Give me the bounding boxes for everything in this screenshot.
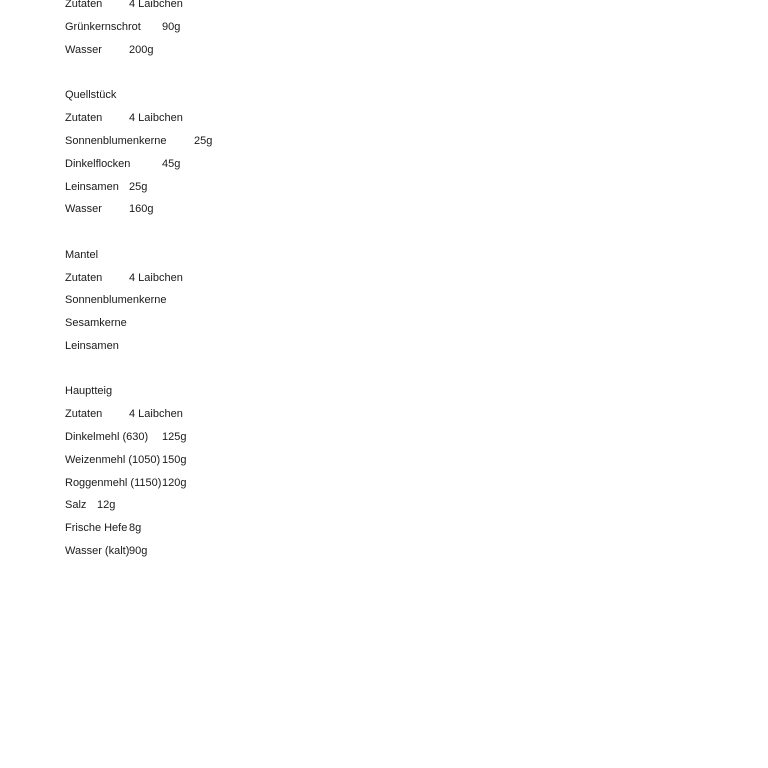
ingredient-amount: 90g: [162, 21, 181, 33]
ingredient-row: [65, 111, 183, 125]
ingredient-row: [65, 0, 183, 11]
ingredient-row: [65, 430, 187, 444]
section-title: [65, 88, 117, 102]
ingredient-row: [65, 453, 187, 467]
ingredient-row: [65, 316, 127, 330]
ingredient-row: [65, 544, 148, 558]
ingredient-row: [65, 202, 154, 216]
section-title-text: Quellstück: [65, 89, 117, 101]
ingredient-name: Zutaten: [65, 112, 103, 124]
ingredient-amount: 4 Laibchen: [129, 408, 183, 420]
ingredient-name: Zutaten: [65, 272, 103, 284]
ingredient-name: Zutaten: [65, 0, 103, 10]
ingredient-amount: 90g: [129, 545, 148, 557]
ingredient-name: Wasser: [65, 44, 102, 56]
ingredient-amount: 8g: [129, 522, 142, 534]
ingredient-amount: 150g: [162, 454, 187, 466]
ingredient-row: [65, 339, 119, 353]
ingredient-name: Salz: [65, 499, 87, 511]
ingredient-name: Roggenmehl (1150): [65, 477, 162, 489]
ingredient-row: [65, 476, 187, 490]
ingredient-row: [65, 293, 167, 307]
ingredient-amount: 45g: [162, 158, 181, 170]
ingredient-name: Sesamkerne: [65, 317, 127, 329]
ingredient-amount: 25g: [129, 181, 148, 193]
ingredient-amount: 160g: [129, 203, 154, 215]
ingredient-name: Dinkelflocken: [65, 158, 131, 170]
ingredient-name: Leinsamen: [65, 181, 119, 193]
ingredient-name: Sonnenblumenkerne: [65, 294, 167, 306]
ingredient-name: Dinkelmehl (630): [65, 431, 149, 443]
ingredient-row: [65, 43, 154, 57]
ingredient-name: Weizenmehl (1050): [65, 454, 161, 466]
ingredient-row: [65, 271, 183, 285]
ingredient-name: Sonnenblumenkerne: [65, 135, 167, 147]
ingredient-amount: 120g: [162, 477, 187, 489]
ingredient-row: [65, 157, 181, 171]
ingredient-amount: 25g: [194, 135, 213, 147]
ingredient-amount: 4 Laibchen: [129, 112, 183, 124]
ingredient-name: Frische Hefe: [65, 522, 128, 534]
section-title: [65, 384, 113, 398]
ingredient-name: Wasser: [65, 203, 102, 215]
ingredient-amount: 200g: [129, 44, 154, 56]
ingredient-amount: 125g: [162, 431, 187, 443]
ingredient-amount: 4 Laibchen: [129, 0, 183, 10]
ingredient-row: [65, 521, 142, 535]
ingredient-name: Wasser (kalt): [65, 545, 130, 557]
section-title-text: Mantel: [65, 249, 99, 261]
ingredient-row: [65, 180, 148, 194]
section-title-text: Hauptteig: [65, 385, 113, 397]
ingredient-amount: 4 Laibchen: [129, 272, 183, 284]
ingredient-name: Leinsamen: [65, 340, 119, 352]
ingredient-name: Zutaten: [65, 408, 103, 420]
ingredient-row: [65, 20, 181, 34]
ingredient-name: Grünkernschrot: [65, 21, 141, 33]
ingredient-row: [65, 498, 116, 512]
ingredient-row: [65, 407, 183, 421]
section-title: [65, 248, 99, 262]
ingredient-row: [65, 134, 213, 148]
ingredient-amount: 12g: [97, 499, 116, 511]
